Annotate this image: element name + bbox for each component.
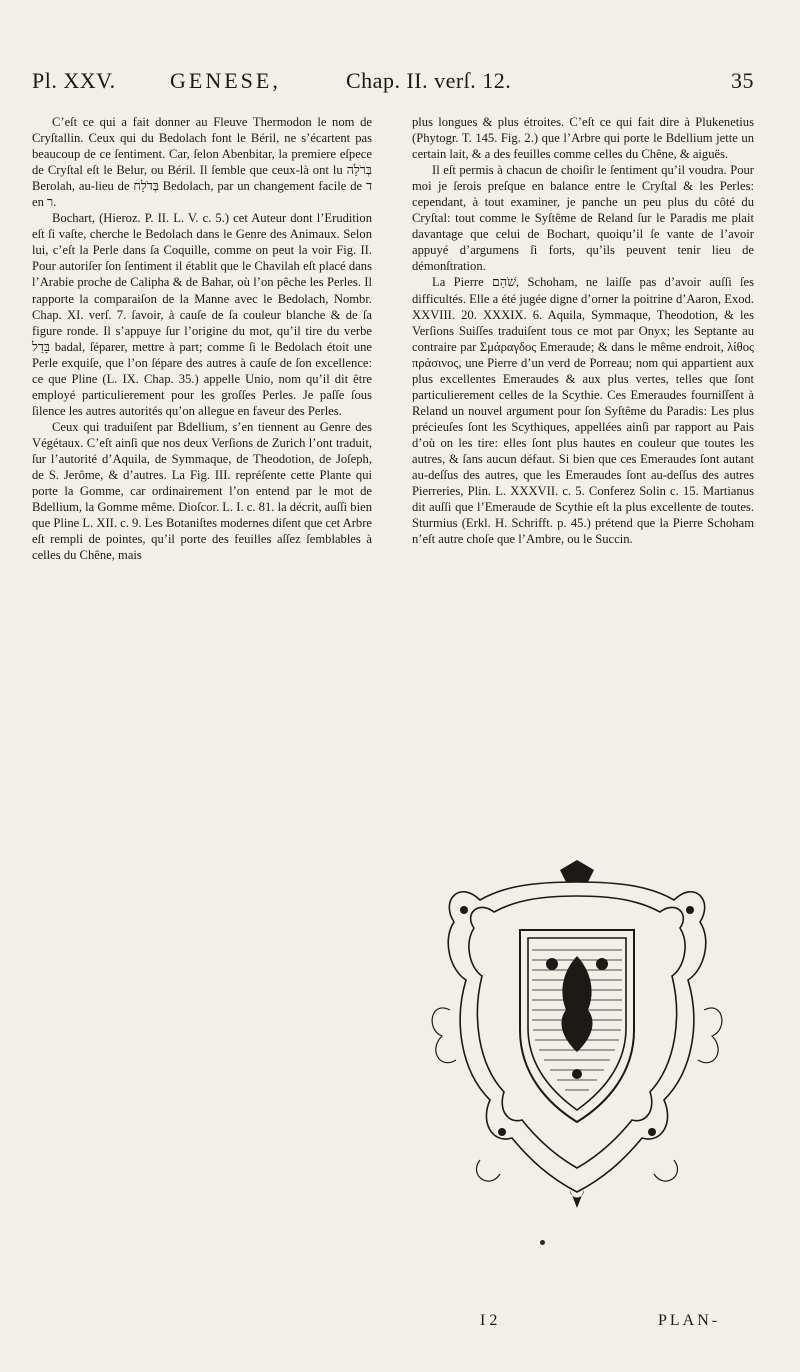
shield-cartouche-ornament-icon — [420, 860, 734, 1210]
paragraph: Il eſt permis à chacun de choiſir le ſentiment qu’il voudra. Pour moi je ſerois preſque en balance entre le Cryſtal & les Perles: cependant, à tout examiner, je panche un peu plus du côté du Cryſtal: tout comme le Syſtême de Reland ſur le Paradis me plait davantage que celui de Bochart, quoiqu’il ſe vante de l’avoir appuyé d’argumens ſi forts, qu’ils peuvent tenir lieu de démonſtration. — [412, 163, 754, 274]
ink-mark — [540, 1240, 545, 1245]
catchword: PLAN- — [658, 1312, 721, 1329]
right-column — [412, 114, 754, 547]
paragraph: plus longues & plus étroites. C’eſt ce qui fait dire à Plukenetius (Phytogr. T. 145. Fig. 2.) que l’Arbre qui porte le Bdellium jette un certain lait, & a des feuilles comme celles du Chêne, & aiguës. — [412, 115, 754, 162]
paragraph: C’eſt ce qui a fait donner au Fleuve Thermodon le nom de Cryſtallin. Ceux qui du Bedolach font le Béril, ne s’écartent pas beaucoup de ce ſentiment. Car, ſelon Abenbitar, la premiere eſpece de Cryſtal eſt le Belur, ou Béril. Il ſemble que ceux-là ont lu בְּרֹלַה Berolah, au-lieu de בְּדֹלַח Bedolach, par un changement facile de ד en ר. — [32, 115, 372, 210]
paragraph: Bochart, (Hieroz. P. II. L. V. c. 5.) cet Auteur dont l’Erudition eſt ſi vaſte, cherche le Bedolach dans le Genre des Animaux. Selon lui, c’eſt la Perle dans ſa Coquille, comme on peut la voir Fig. II. Pour autoriſer ſon ſentiment il établit que le Chavilah eſt placé dans l’Arabie proche de Calipha & de Bahar, où l’on pêche les Perles. Il rapporte la comparaiſon de la Manne avec le Bedolach, Nombr. Chap. XI. verſ. 7. ſavoir, à cauſe de ſa couleur blanche & de ſa figure ronde. Il s’appuye ſur l’origine du mot, qu’il tire du verbe בָּדַל badal, ſéparer, mettre à part; comme ſi le Bedolach étoit une Perle exquiſe, que l’on ſépare des autres à cauſe de ſon excellence: ce que Pline (L. IX. Chap. 35.) appelle Unio, nom qu’il dit être employé particulierement pour les groſſes Perles. Je paſſe ſous ſilence les autres autorités qu’on allegue en faveur des Perles. — [32, 211, 372, 418]
book-title: GENESE, — [170, 68, 281, 93]
paragraph: Ceux qui traduiſent par Bdellium, s’en tiennent au Genre des Végétaux. C’eſt ainſi que nos deux Verſions de Zurich l’ont traduit, ſur l’autorité d’Aquila, de Symmaque, de Theodotion, de Joſeph, de S. Jerôme, & d’autres. La Fig. III. repréſente cette Plante qui porte la Gomme, car ordinairement l’on entend par le mot de Bdellium, la Gomme même. Dioſcor. L. I. c. 81. la décrit, auſſi bien que Pline L. XII. c. 9. Les Botaniſtes modernes diſent que cet Arbre eſt rempli de pointes, qu’il porte des feuilles aſſez ſemblables à celles du Chêne, mais — [32, 419, 372, 563]
page-number: 35 — [731, 68, 754, 93]
paragraph: La Pierre שֹׁהַם, Schoham, ne laiſſe pas d’avoir auſſi ſes difficultés. Elle a été jugée digne d’orner la poitrine d’Aaron, Exod. XXVIII. 20. XXXIX. 6. Aquila, Symmaque, Theodotion, & les Verſions Suiſſes traduiſent tous ce mot par Onyx; les Septante au contraire par Σμάραγδος Emeraude; & dans le même endroit, λίθος πράσινος, une Pierre d’un verd de Porreau; nom qui appartient aux plus excellentes Emeraudes & aux plus vertes, telles que ſont particulierement celles de la Scythie. Ces Emeraudes fourniſſent à Reland un nouvel argument pour ſon Syſtême du Paradis: Les plus précieuſes ſont les Scythiques, appellées ainſi par rapport au Pais d’où on les tire: elles ſont plus hautes en couleur que toutes les autres, & ſans aucun défaut. Si bien que ces Emeraudes ſont autant au-deſſus des autres, que les Emeraudes ſont au-deſſus des autres Pierreries, Plin. L. XXXVII. c. 5. Conferez Solin c. 15. Martianus dit auſſi que l’Emeraude de Scythie eſt la plus excellente de toutes. Sturmius (Erkl. H. Schrifft. p. 45.) prétend que la Pierre Schoham n’eſt autre choſe que l’Ambre, ou le Succin. — [412, 275, 755, 547]
chapter-reference: Chap. II. verſ. 12. — [346, 68, 512, 93]
plate-number: Pl. XXV. — [32, 68, 116, 93]
left-column — [32, 114, 372, 563]
signature-mark: I 2 — [480, 1312, 498, 1329]
running-header — [32, 68, 754, 98]
